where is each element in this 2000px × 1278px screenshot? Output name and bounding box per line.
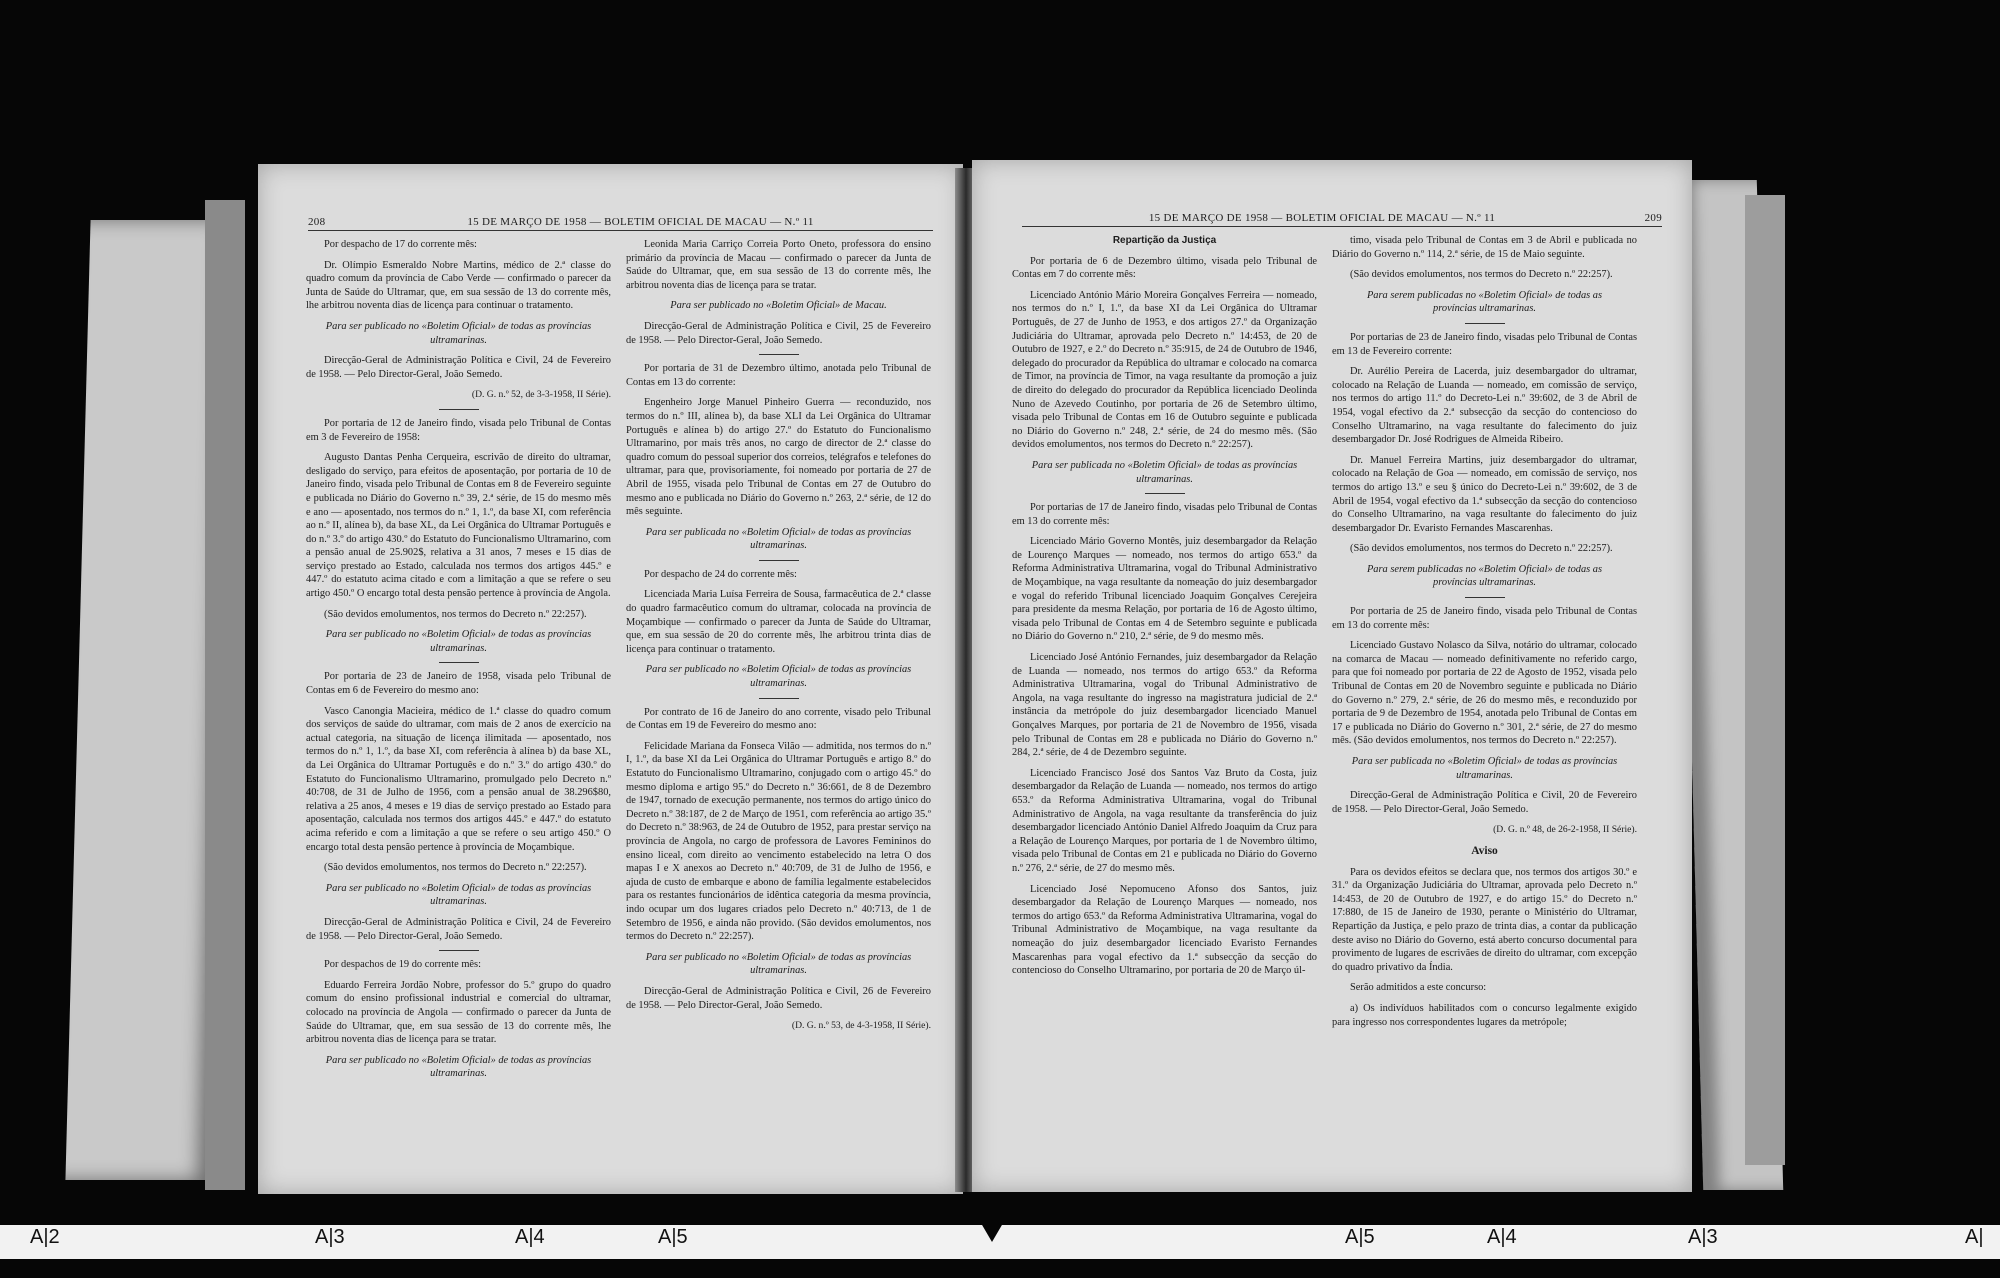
ruler-mark: A|4 — [1487, 1226, 1517, 1248]
ruler-mark: A|3 — [315, 1226, 345, 1248]
ruler-mark: A|5 — [1345, 1226, 1375, 1248]
paragraph: Por despacho de 24 do corrente mês: — [644, 568, 797, 580]
paragraph: Por portaria de 23 de Janeiro de 1958, visada pelo Tribunal de Contas em 6 de Fevereiro do mesmo ano: — [306, 671, 611, 697]
paragraph: a) Os indivíduos habilitados com o concurso legalmente exigido para ingresso nos correspondentes lugares da metrópole; — [1332, 1002, 1637, 1028]
right-page-column-1 — [1012, 234, 1317, 985]
right-page-number: 209 — [1644, 212, 1662, 224]
section-divider — [439, 950, 479, 951]
left-page-header — [308, 216, 933, 231]
paragraph: timo, visada pelo Tribunal de Contas em 3 de Abril e publicada no Diário do Governo n.º 114, 2.ª série, de 15 de Maio seguinte. — [1332, 235, 1637, 260]
paragraph: Por portarias de 17 de Janeiro findo, visadas pelo Tribunal de Contas em 13 do corrente mês: — [1012, 502, 1317, 527]
publication-note: Para ser publicado no «Boletim Oficial» de todas as províncias ultramarinas. — [325, 882, 592, 908]
paragraph: Direcção-Geral de Administração Política e Civil, 24 de Fevereiro de 1958. — Pelo Director-Geral, João Semedo. — [306, 355, 611, 380]
paragraph: Para os devidos efeitos se declara que, nos termos dos artigos 30.º e 31.º da Organização Judiciária do Ultramar, aprovada pelo Decreto n.º 14:453, de 20 de Outubro de 1927, e do artigo 15.º do Decreto n.º 17:880, de 15 de Janeiro de 1930, perante o Ministério do Ultramar, Repartição da Justiça, e pelo prazo de trinta dias, a contar da publicação deste aviso no Diário do Governo, está aberto concurso documental para provimento de lugares de escrivães de direito do ultramar, com excepção do quadro privativo da Índia. — [1332, 866, 1637, 973]
section-divider — [1465, 323, 1505, 324]
right-page-column-2 — [1332, 234, 1637, 1036]
publication-note: Para ser publicado no «Boletim Oficial» de todas as províncias ultramarinas. — [325, 629, 592, 654]
paragraph: Por despachos de 19 do corrente mês: — [324, 959, 481, 971]
publication-note: Para ser publicado no «Boletim Oficial» de todas as províncias ultramarinas. — [645, 664, 912, 690]
paragraph: Por portarias de 23 de Janeiro findo, visadas pelo Tribunal de Contas em 13 de Fevereiro corrente: — [1332, 331, 1637, 357]
paragraph: (São devidos emolumentos, nos termos do Decreto n.º 22:257). — [324, 608, 587, 620]
paragraph: Por portaria de 6 de Dezembro último, visada pelo Tribunal de Contas em 7 do corrente mês: — [1012, 255, 1317, 281]
publication-note: Para ser publicada no «Boletim Oficial» de todas as províncias ultramarinas. — [1031, 459, 1298, 485]
paragraph: Dr. Aurélio Pereira de Lacerda, juiz desembargador do ultramar, colocado na Relação de Luanda — nomeado, em comissão de serviço, nos termos do artigo 11.º do Decreto-Lei n.º 39:602, de 3 de Abril de 1954, vogal efectivo da 2.ª subsecção da secção do contencioso do Conselho Ultramarino, na vaga resultante do falecimento do juiz desembargador Dr. José Rodrigues de Almeida Ribeiro. — [1332, 366, 1637, 446]
right-page-title: 15 DE MARÇO DE 1958 — BOLETIM OFICIAL DE MACAU — N.º 11 — [1148, 212, 1496, 224]
publication-note: Para ser publicada no «Boletim Oficial» de todas as províncias ultramarinas. — [645, 526, 912, 552]
left-page-stack-shadow — [205, 200, 245, 1190]
publication-note: Para ser publicado no «Boletim Oficial» de todas as províncias ultramarinas. — [325, 1054, 592, 1080]
paragraph: Direcção-Geral de Administração Política e Civil, 26 de Fevereiro de 1958. — Pelo Director-Geral, João Semedo. — [626, 985, 931, 1011]
section-divider — [1465, 597, 1505, 598]
gazette-reference: (D. G. n.º 48, de 26-2-1958, II Série). — [1493, 824, 1637, 836]
paragraph: Dr. Olímpio Esmeraldo Nobre Martins, médico de 2.ª classe do quadro comum da província de Cabo Verde — confirmado o parecer da Junta de Saúde do Ultramar, que, em sua sessão de 13 do corrente mês, lhe arbitrou noventa dias de licença para continuar o tratamento. — [306, 259, 611, 312]
publication-note: Para serem publicadas no «Boletim Oficial» de todas as províncias ultramarinas. — [1366, 563, 1603, 589]
section-divider — [439, 409, 479, 410]
ruler-mark: A|5 — [658, 1226, 688, 1248]
paragraph: Licenciada Maria Luísa Ferreira de Sousa, farmacêutica de 2.ª classe do quadro farmacêutico comum do ultramar, colocada na província de Moçambique — confirmado o parecer da Junta de Saúde do Ultramar, que, em sua sessão de 20 do corrente mês, lhe arbitrou trinta dias de licença para continuar o tratamento. — [626, 589, 931, 655]
paragraph: Licenciado José Nepomuceno Afonso dos Santos, juiz desembargador da Relação de Lourenço Marques — nomeado, nos termos do artigo 653.º da Reforma Administrativa Ultramarina, vogal do Tribunal Administrativo de Moçambique, na vaga resultante da nomeação do juiz desembargador licenciado Evaristo Fernandes Mascarenhas para vogal efectivo da 1.ª subsecção da secção do contencioso do Conselho Ultramarino, por portaria de 20 de Março úl- — [1012, 883, 1317, 977]
paragraph: Direcção-Geral de Administração Política e Civil, 20 de Fevereiro de 1958. — Pelo Director-Geral, João Semedo. — [1332, 790, 1637, 815]
paragraph: Vasco Canongia Macieira, médico de 1.ª classe do quadro comum dos serviços de saúde do ultramar, com mais de 2 anos de exercício na actual categoria, na situação de licença ilimitada — aposentado, nos termos do n.º 1, 1.º, da base XI, com referência à alínea b) da base XL, da Lei Orgânica do Ultramar Português e do n.º 3.º do artigo 430.º do Estatuto do Funcionalismo Ultramarino, promulgado pelo Decreto n.º 40:708, de 31 de Julho de 1956, com a pensão anual de 38.296$80, relativa a 25 anos, 4 meses e 19 dias de serviço prestado ao Estado para aposentação, calculada nos termos dos artigos 445.º e 447.º do estatuto acima referido e com a limitação a que se refere o seu artigo 450.º O encargo total desta pensão pertence à província de Moçambique. — [306, 705, 611, 853]
publication-note: Para ser publicado no «Boletim Oficial» de Macau. — [670, 300, 887, 312]
paragraph: Por despacho de 17 do corrente mês: — [324, 239, 477, 250]
section-divider — [1145, 493, 1185, 494]
left-page-title: 15 DE MARÇO DE 1958 — BOLETIM OFICIAL DE MACAU — N.º 11 — [467, 216, 814, 228]
paragraph: Leonida Maria Carriço Correia Porto Oneto, professora do ensino primário da província de Macau — confirmado o parecer da Junta de Saúde do Ultramar, que, em sua sessão de 13 do corrente mês, lhe arbitrou noventa dias de licença para se tratar. — [626, 239, 931, 291]
section-divider — [439, 662, 479, 663]
ruler-center-notch — [978, 1218, 1006, 1242]
paragraph: Por portaria de 25 de Janeiro findo, visada pelo Tribunal de Contas em 13 do corrente mês: — [1332, 606, 1637, 631]
left-page-number: 208 — [308, 216, 326, 228]
paragraph: Direcção-Geral de Administração Política e Civil, 25 de Fevereiro de 1958. — Pelo Director-Geral, João Semedo. — [626, 320, 931, 346]
left-page — [258, 164, 963, 1194]
notice-heading: Aviso — [1471, 844, 1498, 857]
section-divider — [759, 354, 799, 355]
paragraph: Licenciado José António Fernandes, juiz desembargador da Relação de Luanda — nomeado, nos termos do artigo 653.º da Reforma Administrativa Ultramarina, vogal do Tribunal Administrativo de Angola, na vaga resultante do ingresso na magistratura judicial de 2.ª instância da metrópole do juiz desembargador licenciado Manuel Gonçalves Marques, por portaria de 21 de Novembro de 1956, visada pelo Tribunal de Contas em 28 e publicada no Diário do Governo n.º 284, 2.ª série, de 4 de Dezembro seguinte. — [1012, 652, 1317, 759]
paragraph: Licenciado Mário Governo Montês, juiz desembargador da Relação de Lourenço Marques — nomeado, nos termos do artigo 653.º da Reforma Administrativa Ultramarina, vogal do Tribunal Administrativo de Moçambique, na vaga resultante da nomeação do juiz desembargador e vogal do referido Tribunal licenciado Joaquim Gonçalves Cerejeira para presidente da mesma Relação, por portaria de 16 de Agosto último, visada pelo Tribunal de Contas em 4 de Setembro seguinte e publicada no Diário do Governo n.º 210, 2.ª série, de 9 do mesmo mês. — [1012, 536, 1317, 643]
ruler-mark: A| — [1965, 1226, 1984, 1248]
section-heading: Repartição da Justiça — [1112, 235, 1217, 246]
right-page-stack-shadow — [1745, 195, 1785, 1165]
section-divider — [759, 560, 799, 561]
publication-note: Para serem publicadas no «Boletim Oficial» de todas as províncias ultramarinas. — [1366, 289, 1603, 315]
gazette-reference: (D. G. n.º 53, de 4-3-1958, II Série). — [791, 1020, 931, 1032]
left-page-column-2 — [626, 238, 931, 1040]
ruler-mark: A|4 — [515, 1226, 545, 1248]
right-page-header — [1022, 212, 1662, 227]
publication-note: Para ser publicado no «Boletim Oficial» de todas as províncias ultramarinas. — [645, 951, 912, 977]
right-page — [972, 160, 1692, 1192]
paragraph: (São devidos emolumentos, nos termos do Decreto n.º 22:257). — [1350, 269, 1613, 281]
paragraph: Por contrato de 16 de Janeiro do ano corrente, visado pelo Tribunal de Contas em 19 de Fevereiro do mesmo ano: — [626, 706, 931, 732]
paragraph: Serão admitidos a este concurso: — [1350, 982, 1487, 994]
paragraph: Dr. Manuel Ferreira Martins, juiz desembargador do ultramar, colocado na Relação de Goa — nomeado, em comissão de serviço, nos termos do artigo 13.º e seu § único do Decreto-Lei n.º 39:602, de 3 de Abril de 1954, vogal efectivo da 1.ª subsecção da secção do contencioso do Conselho Ultramarino, na vaga resultante do falecimento do juiz desembargador Dr. Evaristo Fernandes Mascarenhas. — [1332, 454, 1637, 534]
paragraph: Por portaria de 12 de Janeiro findo, visada pelo Tribunal de Contas em 3 de Fevereiro de 1958: — [306, 417, 611, 443]
paragraph: Felicidade Mariana da Fonseca Vilão — admitida, nos termos do n.º I, 1.º, da base XI da Lei Orgânica do Ultramar Português e artigo 8.º do Estatuto do Funcionalismo Ultramarino, conjugado com o artigo 45.º do mesmo diploma e artigo 95.º do Decreto n.º 36:661, de 8 de Dezembro de 1947, tornado de execução permanente, nos termos do artigo único do Decreto n.º 38:187, de 2 de Março de 1951, com referência ao artigo 35.º do Decreto n.º 38:963, de 24 de Outubro de 1952, para prestar serviço na província de Angola, no cargo de professora de Lavores Femininos do ensino liceal, com direito ao vencimento estabelecido na letra O dos mapas I e X anexos ao Decreto n.º 40:709, de 31 de Julho de 1956, e ajuda de custo de embarque e abono de família legalmente estabelecidos para os restantes funcionários de idêntica categoria da mesma província, indo ocupar um dos lugares criados pelo Decreto n.º 40:713, de 1 de Setembro de 1956, e ainda não provido. (São devidos emolumentos, nos termos do Decreto n.º 22:257). — [626, 740, 931, 943]
publication-note: Para ser publicada no «Boletim Oficial» de todas as províncias ultramarinas. — [1351, 756, 1618, 781]
paragraph: Licenciado António Mário Moreira Gonçalves Ferreira — nomeado, nos termos do n.º I, 1.º, da base XI da Lei Orgânica do Ultramar Português, de 27 de Junho de 1953, e dos artigos 27.º da Organização Judiciária do Ultramar, aprovada pelo Decreto n.º 14:453, de 20 de Outubro de 1927, e 2.º do Decreto n.º 35:915, de 24 de Outubro de 1946, delegado do procurador da República do ultramar e colocado na comarca de Timor, na província de Timor, na vaga resultante da promoção a juiz de direito do delegado do procurador da República licenciado Deolinda Nuno de Azevedo Coutinho, por portaria de 26 de Setembro último, visada pelo Tribunal de Contas em 16 de Outubro seguinte e publicada no Diário do Governo n.º 248, 2.ª série, de 24 do mesmo mês. (São devidos emolumentos, nos termos do Decreto n.º 22:257). — [1012, 289, 1317, 451]
paragraph: Engenheiro Jorge Manuel Pinheiro Guerra — reconduzido, nos termos do n.º III, alínea b), da base XLI da Lei Orgânica do Ultramar Português e alínea b) do artigo 27.º do Estatuto do Funcionalismo Ultramarino, por mais três anos, no cargo de director de 2.ª classe do quadro comum do pessoal superior dos correios, telégrafos e telefones do ultramar, para que, provisoriamente, foi nomeado por portaria de 27 de Abril de 1955, visada pelo Tribunal de Contas em 27 de Outubro do mesmo ano e publicada no Diário do Governo n.º 263, 2.ª série, de 12 do mês seguinte. — [626, 397, 931, 518]
paragraph: Augusto Dantas Penha Cerqueira, escrivão de direito do ultramar, desligado do serviço, para efeitos de aposentação, por portaria de 10 de Janeiro findo, visada pelo Tribunal de Contas em 8 de Fevereiro seguinte e publicada no Diário do Governo n.º 39, 2.ª série, de 15 do mesmo mês e ano — aposentado, nos termos do n.º 1, 1.º, da base XI, com referência ao n.º II, alínea b), da base XL, da Lei Orgânica do Ultramar Português e do n.º 3.º do artigo 430.º do Estatuto do Funcionalismo Ultramarino, com a pensão anual de 25.902$, relativa a 31 anos, 7 meses e 15 dias de serviço prestado ao Estado, calculada nos termos dos artigos 445.º e 447.º do estatuto acima citado e com a limitação a que se refere o seu artigo 450.º O encargo total desta pensão pertence à província de Angola. — [306, 452, 611, 600]
gazette-reference: (D. G. n.º 52, de 3-3-1958, II Série). — [471, 389, 611, 401]
paragraph: Por portaria de 31 de Dezembro último, anotada pelo Tribunal de Contas em 13 do corrente: — [626, 363, 931, 388]
paragraph: Licenciado Gustavo Nolasco da Silva, notário do ultramar, colocado na comarca de Macau — nomeado definitivamente no referido cargo, para que foi nomeado por portaria de 22 de Agosto de 1952, visada pelo Tribunal de Contas em 20 de Novembro seguinte e publicada no Diário do Governo n.º 279, 2.ª série, de 26 do mesmo mês, e reconduzido por portaria de 9 de Dezembro de 1954, anotada pelo Tribunal de Contas em 17 e publicada no Diário do Governo n.º 301, 2.ª série, de 27 do mesmo mês. (São devidos emolumentos, nos termos do Decreto n.º 22:257). — [1332, 640, 1637, 747]
paragraph: Eduardo Ferreira Jordão Nobre, professor do 5.º grupo do quadro comum do ensino profissional industrial e comercial do ultramar, colocado na província de Angola — confirmado o parecer da Junta de Saúde do Ultramar, que, em sua sessão de 13 do corrente mês, lhe arbitrou noventa dias de licença para se tratar. — [306, 979, 611, 1046]
paragraph: (São devidos emolumentos, nos termos do Decreto n.º 22:257). — [324, 862, 587, 874]
paragraph: Licenciado Francisco José dos Santos Vaz Bruto da Costa, juiz desembargador da Relação de Luanda — nomeado, nos termos do artigo 653.º da Reforma Administrativa Ultramarina, vogal do Tribunal Administrativo de Angola, na vaga resultante da transferência do juiz desembargador licenciado António Daniel Alfredo Joaquim da Cruz para a Relação de Lourenço Marques, por portaria de 1 de Novembro último, visada pelo Tribunal de Contas em 21 e publicada no Diário do Governo n.º 276, 2.ª série, de 27 do mesmo mês. — [1012, 767, 1317, 874]
paragraph: (São devidos emolumentos, nos termos do Decreto n.º 22:257). — [1350, 543, 1613, 555]
ruler-mark: A|3 — [1688, 1226, 1718, 1248]
paragraph: Direcção-Geral de Administração Política e Civil, 24 de Fevereiro de 1958. — Pelo Director-Geral, João Semedo. — [306, 916, 611, 942]
ruler-mark: A|2 — [30, 1226, 60, 1248]
section-divider — [759, 698, 799, 699]
left-page-column-1 — [306, 238, 611, 1088]
publication-note: Para ser publicado no «Boletim Oficial» de todas as províncias ultramarinas. — [325, 320, 592, 346]
